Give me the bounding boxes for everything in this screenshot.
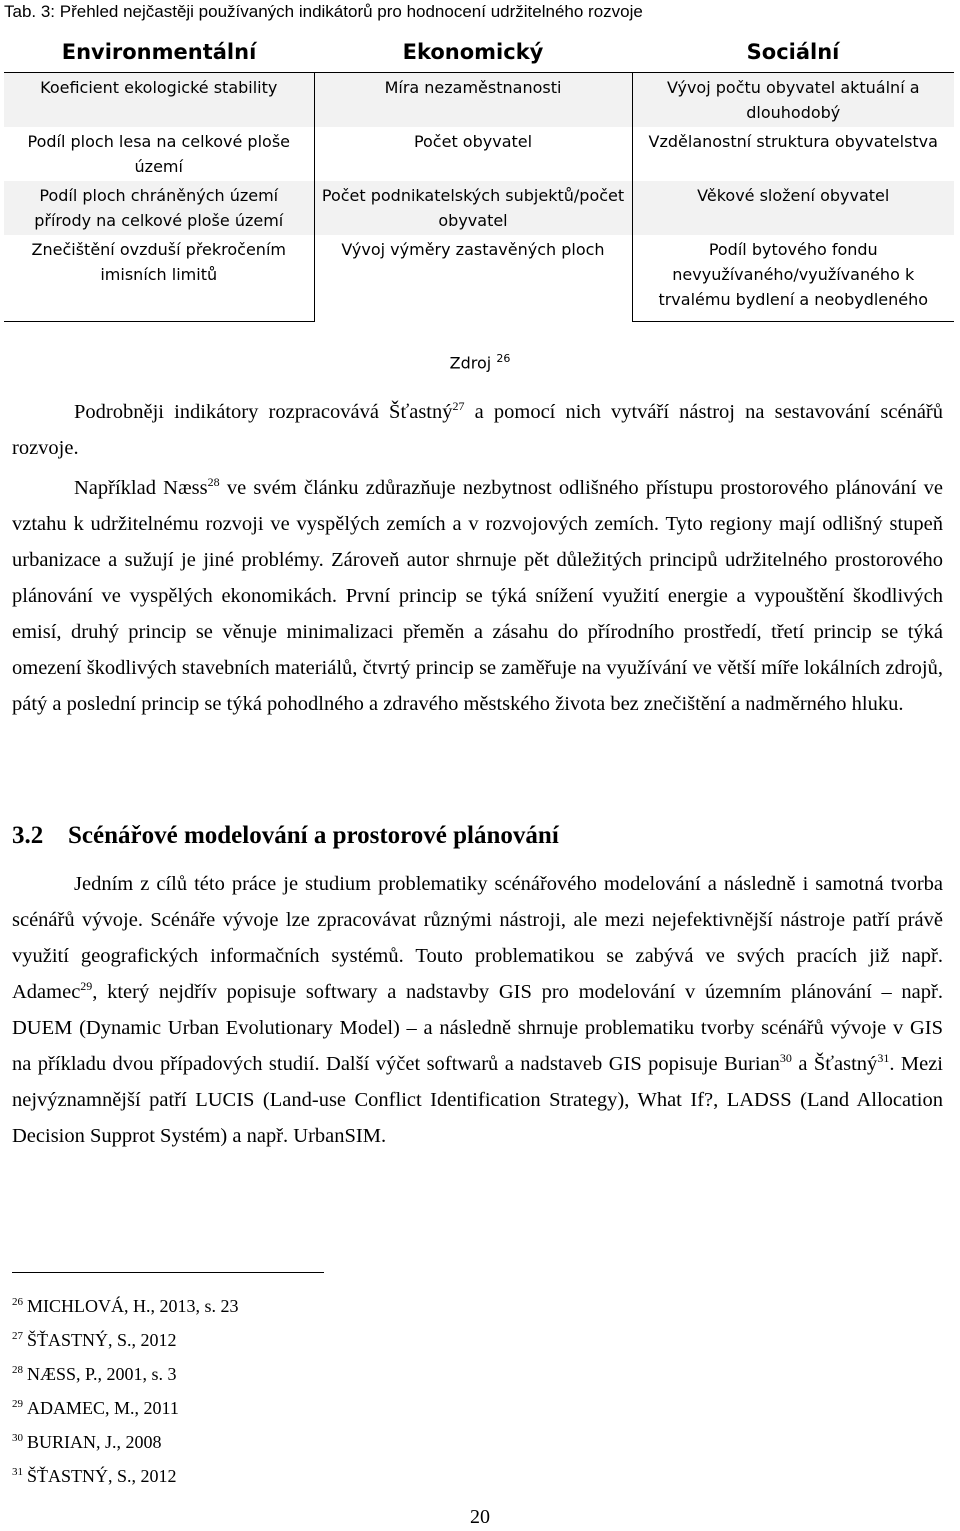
table-row — [4, 181, 954, 235]
paragraph-2 — [12, 470, 943, 722]
footnote-number: 28 — [12, 1364, 23, 1376]
table-header-row — [4, 30, 954, 73]
table-cell: Podíl ploch chráněných území přírody na celkové ploše území — [4, 181, 314, 235]
footnote — [12, 1432, 162, 1453]
footnote-ref: 30 — [779, 1051, 792, 1066]
table-cell: Vzdělanostní struktura obyvatelstva — [648, 132, 938, 151]
paragraph-3 — [12, 866, 943, 1154]
paragraph-1 — [12, 394, 943, 466]
section-number: 3.2 — [12, 822, 44, 849]
section-heading — [12, 822, 559, 850]
footnote-number: 26 — [12, 1296, 23, 1308]
footnote-number: 29 — [12, 1398, 23, 1410]
paragraph-text: Jedním z cílů této práce je studium problematiky scénářového modelování a následně i samotná tvorba scénářů vývoje. Scénáře vývoje lze zpracovávat různými nástroji, ale mezi nejefektivnější nástroje patří právě využití geografických informačních systémů. Touto problematikou se zabývá ve svých pracích již např. Adamec — [12, 873, 943, 1003]
footnote-ref: 31 — [877, 1051, 890, 1066]
footnote-text: ŠŤASTNÝ, S., 2012 — [27, 1466, 177, 1486]
footnote-separator — [12, 1272, 324, 1273]
footnote — [12, 1398, 179, 1419]
table-cell: Vývoj počtu obyvatel aktuální a dlouhodobý — [632, 73, 954, 128]
footnote-text: MICHLOVÁ, H., 2013, s. 23 — [27, 1296, 239, 1316]
header-social: Sociální — [632, 30, 954, 73]
section-title: Scénářové modelování a prostorové plánování — [68, 822, 559, 849]
source-footnote-ref: 26 — [496, 352, 511, 365]
header-economic: Ekonomický — [314, 30, 632, 73]
footnote — [12, 1466, 177, 1487]
table-row — [4, 235, 954, 321]
paragraph-text: Například Næss — [74, 477, 208, 499]
table-cell: Vývoj výměry zastavěných ploch — [314, 235, 632, 321]
footnote-ref: 29 — [80, 979, 93, 994]
page-number: 20 — [470, 1506, 490, 1528]
footnote-ref: 27 — [452, 399, 465, 414]
table-row — [4, 127, 954, 181]
table-cell: Koeficient ekologické stability — [4, 73, 314, 128]
footnote-text: ŠŤASTNÝ, S., 2012 — [27, 1330, 177, 1350]
footnote-text: BURIAN, J., 2008 — [27, 1432, 162, 1452]
paragraph-text: ve svém článku zdůrazňuje nezbytnost odlišného přístupu prostorového plánování ve vztahu k udržitelnému rozvoji ve vyspělých zemích a v rozvojových zemích. Tyto regiony mají odlišný stupeň urbanizace a sužují je jiné problémy. Zároveň autor shrnuje pět důležitých principů udržitelného prostorového plánování ve vyspělých ekonomikách. První princip se týká snížení využití energie a vypouštění škodlivých emisí, druhý princip se věnuje minimalizaci přeměn a zásahu do přírodního prostředí, třetí princip se týká omezení škodlivých stavebních materiálů, čtvrtý princip se zaměřuje na využívání ve větší míře lokálních zdrojů, pátý a poslední princip se týká pohodlného a zdravého městského života bez znečištění a nadměrného hluku. — [12, 477, 944, 715]
header-environmental: Environmentální — [4, 30, 314, 73]
table-row — [4, 73, 954, 128]
table-caption: Tab. 3: Přehled nejčastěji používaných indikátorů pro hodnocení udržitelného rozvoje — [4, 2, 643, 21]
source-label: Zdroj — [449, 353, 492, 373]
table-cell: Podíl bytového fondu nevyužívaného/využívaného k trvalému bydlení a neobydleného — [632, 235, 954, 321]
table-cell: Počet obyvatel — [314, 127, 632, 181]
footnote — [12, 1296, 239, 1317]
table-cell: Podíl ploch lesa na celkové ploše území — [27, 132, 290, 176]
table-cell: Počet podnikatelských subjektů/počet obyvatel — [314, 181, 632, 235]
footnote-text: ADAMEC, M., 2011 — [27, 1398, 179, 1418]
footnote-text: NÆSS, P., 2001, s. 3 — [27, 1364, 177, 1384]
indicator-table — [4, 30, 954, 322]
footnote-number: 31 — [12, 1466, 23, 1478]
paragraph-text: a pomocí nich vytváří nástroj na sestavování scénářů rozvoje. — [12, 401, 943, 459]
footnote-ref: 28 — [207, 475, 220, 490]
paragraph-text: a Šťastný — [791, 1053, 878, 1075]
paragraph-text: , který nejdřív popisuje softwary a nadstavby GIS pro modelování v územním plánování – např. DUEM (Dynamic Urban Evolutionary Model) – a následně shrnuje problematiku tvorby scénářů vývoje v GIS na příkladu dvou případových studií. Další výčet softwarů a nadstaveb GIS popisuje Burian — [12, 981, 943, 1075]
paragraph-text: . Mezi nejvýznamnější patří LUCIS (Land-use Conflict Identification Strategy), What If?, LADSS (Land Allocation Decision Supprot Systém) a např. UrbanSIM. — [12, 1053, 944, 1147]
footnote-number: 30 — [12, 1432, 23, 1444]
table-cell: Znečištění ovzduší překročením imisních limitů — [4, 235, 314, 321]
table-cell: Věkové složení obyvatel — [632, 181, 954, 235]
footnote-number: 27 — [12, 1330, 23, 1342]
footnote — [12, 1364, 177, 1385]
footnote — [12, 1330, 177, 1351]
table-source — [0, 352, 960, 372]
table-cell: Míra nezaměstnanosti — [314, 73, 632, 128]
paragraph-text: Podrobněji indikátory rozpracovává Šťastný — [74, 401, 453, 423]
